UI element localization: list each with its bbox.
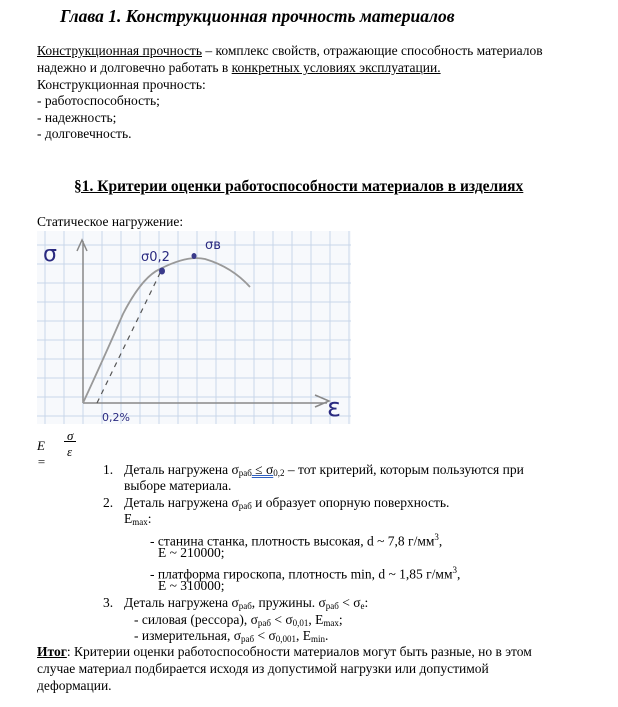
criterion-3: Деталь нагружена $\sigma_{раб}$, пружины. $\sigma_{раб} < \sigma_е$: xyxy=(124,595,369,611)
example-item: - платформа гироскопа, плотность min, d ~ 1,85 $г/мм^3$, xyxy=(150,565,461,582)
static-label: Статическое нагружение: xyxy=(37,214,184,229)
criterion-2: Деталь нагружена $\sigma_{раб}$ и образует опорную поверхность. xyxy=(124,495,450,511)
list-item: - надежность; xyxy=(37,110,117,125)
section-heading: §1. Критерии оценки работоспособности материалов в изделиях xyxy=(74,178,524,195)
summary-line: случае материал подбирается исходя из допустимой нагрузки или допустимой xyxy=(37,661,489,676)
example-item: - станина станка, плотность высокая, d ~ 7,8 $г/мм^3$, xyxy=(150,532,443,549)
ultimate-label: σв xyxy=(205,238,221,253)
list-num: 2. xyxy=(103,495,114,510)
list-item: - долговечность. xyxy=(37,126,132,141)
summary-line: Итог: Критерии оценки работоспособности материалов могут быть разные, но в этом xyxy=(37,644,532,659)
definition-text: – комплекс свойств, отражающие способность материалов xyxy=(202,43,543,58)
summary-label: Итог xyxy=(37,644,67,659)
list-num: 3. xyxy=(103,595,114,610)
formula-lhs: E = xyxy=(37,438,46,469)
ultimate-point xyxy=(192,253,197,259)
criterion-1-cont: выборе материала. xyxy=(124,478,232,493)
criterion-1: Деталь нагружена $\sigma_{раб} \le \sigma_{0,2}$ – тот критерий, которым пользуются при xyxy=(124,462,524,478)
x-axis-label: ε xyxy=(327,393,342,423)
y-axis-label: σ xyxy=(43,242,57,267)
list-title: Конструкционная прочность: xyxy=(37,77,206,92)
example-value: E ~ 210000; xyxy=(158,545,225,560)
paper-background xyxy=(37,231,351,424)
yield-point xyxy=(159,268,165,275)
term: Конструкционная прочность xyxy=(37,43,202,58)
emax-label: $E_{max}$: xyxy=(124,511,152,527)
formula-numerator: σ xyxy=(67,428,74,443)
definition-line xyxy=(37,60,441,76)
formula-denominator: ε xyxy=(67,444,73,459)
stress-strain-figure xyxy=(37,231,351,424)
definition-underlined: конкретных условиях эксплуатации. xyxy=(231,60,441,75)
list-item: - работоспособность; xyxy=(37,93,160,108)
example-value: E ~ 310000; xyxy=(158,578,225,593)
spring-type: - измерительная, $\sigma_{раб} < \sigma_{0,001}$, $E_{min}$. xyxy=(134,628,329,644)
summary-line: деформации. xyxy=(37,678,112,693)
spring-type: - силовая (рессора), $\sigma_{раб} < \sigma_{0,01}$, $E_{max}$; xyxy=(134,612,343,628)
offset-label: 0,2% xyxy=(102,411,130,424)
definition-text: надежно и долговечно работать в xyxy=(37,60,232,75)
definition-line xyxy=(37,43,543,59)
chapter-title: Глава 1. Конструкционная прочность материалов xyxy=(60,6,455,26)
yield-label: σ0,2 xyxy=(141,250,170,265)
list-num: 1. xyxy=(103,462,114,477)
